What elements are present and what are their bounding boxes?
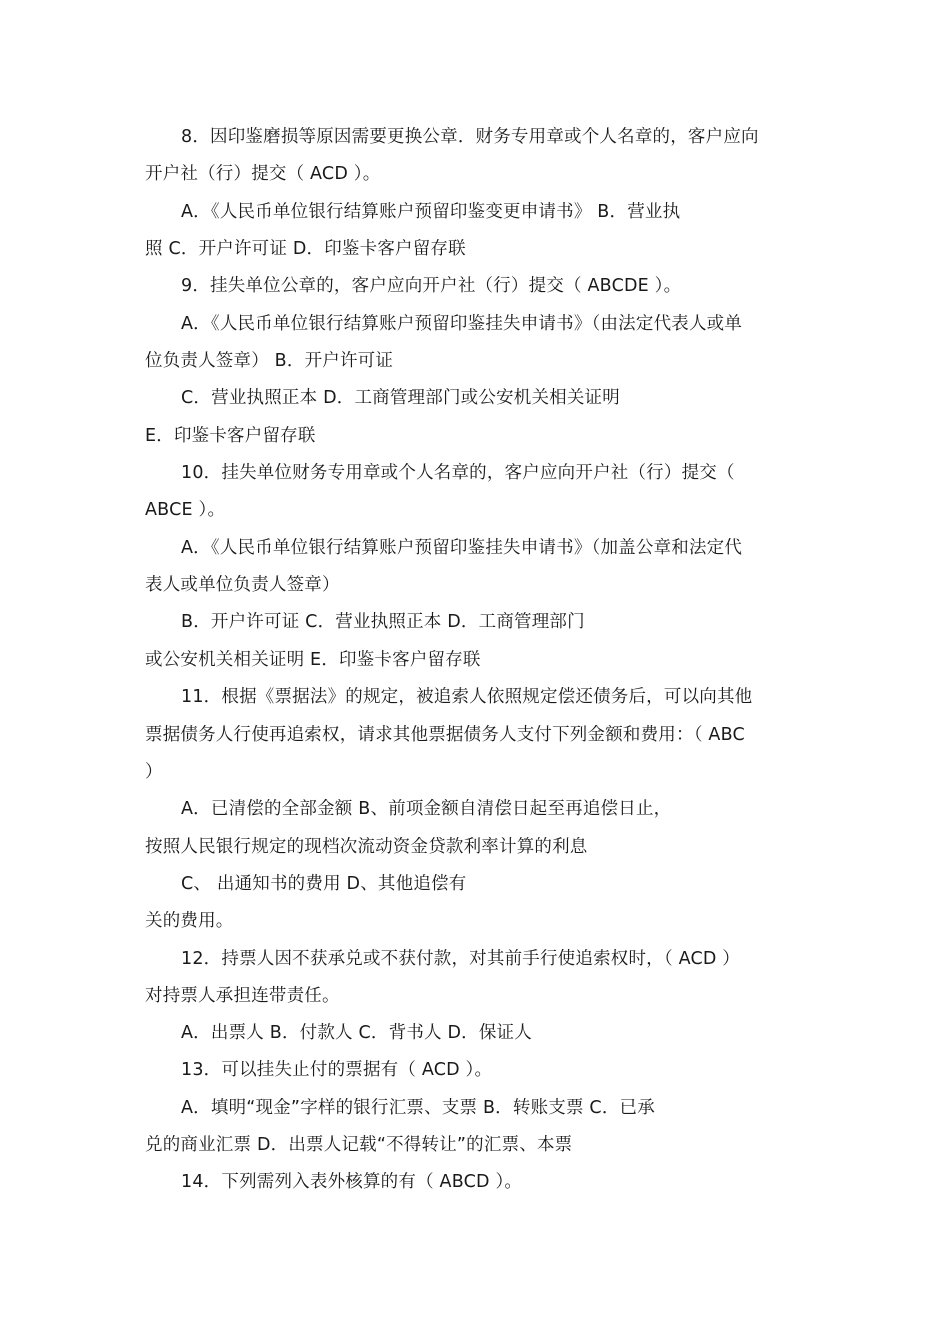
question-11-stem: 11．根据《票据法》的规定，被追索人依照规定偿还债务后，可以向其他 [181, 687, 753, 707]
question-13-options: A．填明“现金”字样的银行汇票、支票 B．转账支票 C．已承 [181, 1098, 655, 1118]
question-8-options-cont: 照 C．开户许可证 D．印鉴卡客户留存联 [145, 239, 466, 259]
question-13-options-cont: 兑的商业汇票 D．出票人记载“不得转让”的汇票、本票 [145, 1135, 573, 1155]
question-9-stem: 9．挂失单位公章的，客户应向开户社（行）提交（ ABCDE ）。 [181, 276, 682, 296]
question-10-option-a-cont: 表人或单位负责人签章） [145, 575, 340, 595]
question-12-stem: 12．持票人因不获承兑或不获付款，对其前手行使追索权时，（ ACD ） [181, 949, 740, 969]
question-13-stem: 13．可以挂失止付的票据有（ ACD ）。 [181, 1060, 493, 1080]
question-12-stem-cont: 对持票人承担连带责任。 [145, 986, 340, 1006]
question-8-stem: 8．因印鉴磨损等原因需要更换公章．财务专用章或个人名章的，客户应向 [181, 127, 759, 147]
question-10-options-bcd: B．开户许可证 C．营业执照正本 D．工商管理部门 [181, 612, 585, 632]
question-8-stem-cont: 开户社（行）提交（ ACD ）。 [145, 164, 381, 184]
question-10-option-a: A．《人民币单位银行结算账户预留印鉴挂失申请书》（加盖公章和法定代 [181, 538, 743, 558]
question-11-options-ab: A．已清偿的全部金额 B、前项金额自清偿日起至再追偿日止， [181, 799, 672, 819]
question-11-stem-end: ） [145, 762, 163, 782]
question-9-option-e: E．印鉴卡客户留存联 [145, 426, 316, 446]
question-8-options: A．《人民币单位银行结算账户预留印鉴变更申请书》 B．营业执 [181, 202, 681, 222]
question-10-stem: 10．挂失单位财务专用章或个人名章的，客户应向开户社（行）提交（ [181, 463, 735, 483]
question-12-options: A．出票人 B．付款人 C．背书人 D．保证人 [181, 1023, 532, 1043]
question-11-option-d-cont: 关的费用。 [145, 911, 234, 931]
question-9-options-cd: C．营业执照正本 D．工商管理部门或公安机关相关证明 [181, 388, 620, 408]
question-9-option-a-cont: 位负责人签章） B．开户许可证 [145, 351, 394, 371]
question-9-option-a: A．《人民币单位银行结算账户预留印鉴挂失申请书》（由法定代表人或单 [181, 314, 743, 334]
question-14-stem: 14．下列需列入表外核算的有（ ABCD ）。 [181, 1172, 523, 1192]
question-10-options-cont: 或公安机关相关证明 E．印鉴卡客户留存联 [145, 650, 481, 670]
question-11-stem-cont: 票据债务人行使再追索权，请求其他票据债务人支付下列金额和费用：（ ABC [145, 725, 745, 745]
question-10-stem-cont: ABCE ）。 [145, 500, 226, 520]
question-11-options-cd: C、 出通知书的费用 D、其他追偿有 [181, 874, 467, 894]
question-11-option-b-cont: 按照人民银行规定的现档次流动资金贷款利率计算的利息 [145, 837, 588, 857]
